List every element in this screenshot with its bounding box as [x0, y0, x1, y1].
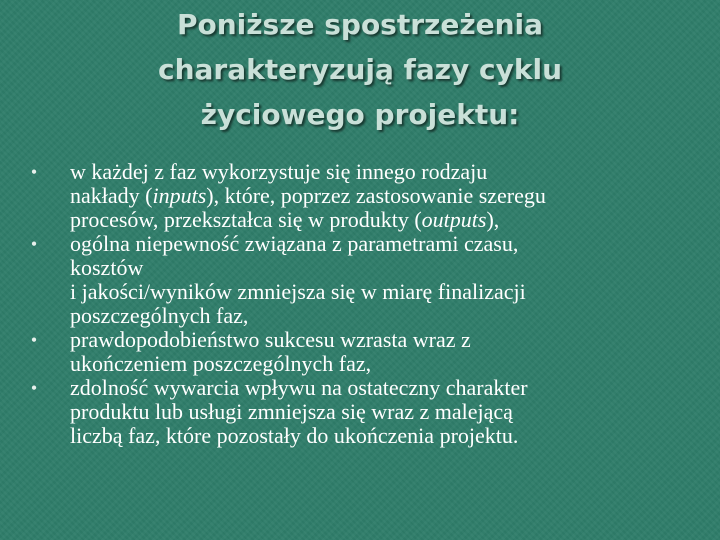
bullet-text-line — [70, 184, 706, 208]
bullet-text-line — [70, 160, 706, 184]
bullet-text-line — [70, 208, 706, 232]
slide-title — [40, 2, 680, 137]
bullet-icon: • — [30, 234, 38, 254]
bullet-item — [26, 160, 706, 232]
bullet-icon: • — [30, 162, 38, 182]
bullet-text-line: poszczególnych faz, — [70, 303, 249, 328]
bullet-item — [26, 232, 706, 328]
bullet-text-line: produktu lub usługi zmniejsza się wraz z malejącą — [70, 399, 513, 424]
title-line: charakteryzują fazy cyklu — [157, 53, 563, 86]
text-segment: ), — [486, 207, 500, 232]
bullet-text-line: i jakości/wyników zmniejsza się w miarę finalizacji — [70, 279, 526, 304]
bullet-item — [26, 328, 706, 376]
bullet-icon: • — [30, 378, 38, 398]
title-line: Poniższe spostrzeżenia — [176, 8, 544, 41]
bullet-text-line: prawdopodobieństwo sukcesu wzrasta wraz z — [70, 327, 471, 352]
title-line: życiowego projektu: — [200, 98, 520, 131]
bullet-text-line: zdolność wywarcia wpływu na ostateczny charakter — [70, 375, 528, 400]
text-segment: ), które, poprzez zastosowanie szeregu — [206, 183, 546, 208]
text-segment: procesów, przekształca się w produkty ( — [70, 207, 422, 232]
italic-term: outputs — [421, 207, 487, 232]
bullet-text-line: kosztów — [70, 255, 144, 280]
bullet-text-line: ukończeniem poszczególnych faz, — [70, 351, 372, 376]
bullet-list — [26, 160, 706, 448]
bullet-icon: • — [30, 330, 38, 350]
bullet-item — [26, 376, 706, 448]
italic-term: inputs — [152, 183, 207, 208]
text-segment: w każdej z faz wykorzystuje się innego rodzaju — [70, 159, 488, 184]
bullet-text-line: ogólna niepewność związana z parametrami czasu, — [70, 231, 519, 256]
text-segment: nakłady ( — [70, 183, 153, 208]
bullet-text-line: liczbą faz, które pozostały do ukończenia projektu. — [70, 423, 519, 448]
